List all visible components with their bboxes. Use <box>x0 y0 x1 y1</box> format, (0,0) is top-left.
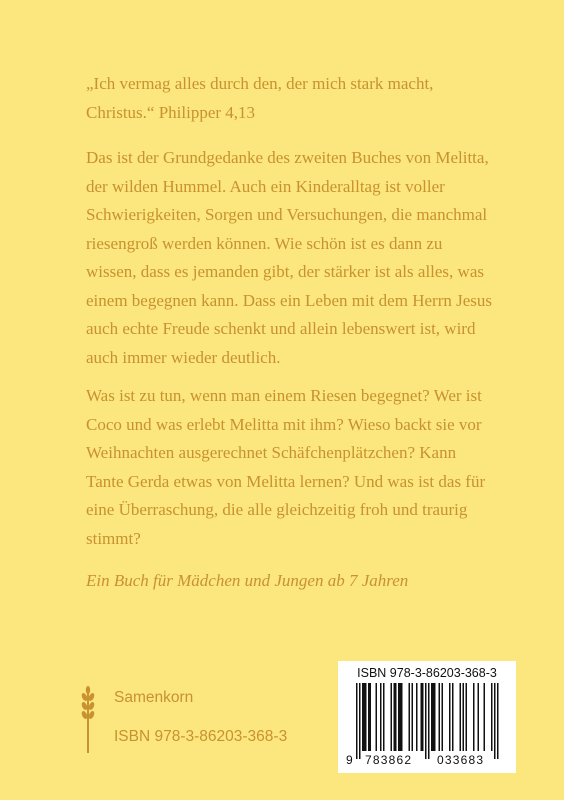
barcode-bar <box>401 683 403 751</box>
barcode-bar <box>460 683 462 751</box>
barcode-bar <box>434 683 436 751</box>
barcode-bar <box>452 683 454 751</box>
barcode-bar <box>439 683 441 751</box>
barcode-isbn-label: ISBN 978-3-86203-368-3 <box>357 666 497 680</box>
barcode-bar <box>409 683 411 751</box>
barcode-bar <box>425 683 427 759</box>
barcode-bar <box>400 683 402 751</box>
barcode-bar <box>398 683 400 751</box>
barcode-digits-right: 033683 <box>437 753 485 767</box>
barcode-bar <box>449 683 451 751</box>
barcode-bar <box>463 683 465 751</box>
description-paragraph-1: Das ist der Grundgedanke des zweiten Buches von Melitta, der wilden Hummel. Auch ein Kinderalltag ist voller Schwierigkeiten, Sorgen und Versuchungen, die manchmal riesengroß werden können. Wie schön ist es dann zu wissen, dass es jemanden gibt, der stärker ist als alles, was einem begegnen kann. Dass ein Leben mit dem Herrn Jesus auch echte Freude schenkt und allein lebenswert ist, wird auch immer wieder deutlich. <box>86 148 492 367</box>
barcode-bar <box>356 683 358 759</box>
barcode-bar <box>370 683 372 751</box>
barcode-bar <box>380 683 382 751</box>
barcode-bar <box>383 683 385 751</box>
barcode-bar <box>359 683 361 759</box>
barcode-bar <box>431 683 433 751</box>
barcode-bar <box>412 683 414 751</box>
barcode-bar <box>376 683 378 751</box>
barcode-digit-first: 9 <box>346 753 354 767</box>
barcode-digits-left: 783862 <box>365 753 413 767</box>
barcode-bar <box>416 683 418 751</box>
barcode-bar <box>394 683 396 751</box>
publisher-isbn: ISBN 978-3-86203-368-3 <box>114 728 288 745</box>
barcode-bar <box>442 683 444 751</box>
barcode-bar <box>478 683 480 751</box>
barcode-bar <box>368 683 370 751</box>
barcode-bar <box>494 683 496 759</box>
barcode-bar <box>395 683 397 751</box>
barcode-bar <box>365 683 367 751</box>
bible-quote: „Ich vermag alles durch den, der mich stark macht, Christus.“ Philipper 4,13 <box>86 74 434 122</box>
publisher-block <box>78 685 318 755</box>
barcode-bar <box>466 683 468 751</box>
wheat-icon <box>78 685 98 753</box>
barcode-bar <box>391 683 393 751</box>
barcode-bar <box>433 683 435 751</box>
barcode-bar <box>484 683 486 751</box>
barcode-bar <box>428 683 430 759</box>
age-tagline: Ein Buch für Mädchen und Jungen ab 7 Jahren <box>86 571 409 590</box>
barcode-bar <box>473 683 475 751</box>
barcode-bar <box>364 683 366 751</box>
barcode-bar <box>497 683 499 759</box>
barcode-bar <box>421 683 423 751</box>
barcode-bar <box>362 683 364 751</box>
publisher-name: Samenkorn <box>114 689 194 706</box>
barcode-bar <box>491 683 493 751</box>
description-paragraph-2: Was ist zu tun, wenn man einem Riesen begegnet? Wer ist Coco und was erlebt Melitta mit ihm? Wieso backt sie vor Weihnachten ausgerechnet Schäfchenplätzchen? Kann Tante Gerda etwas von Melitta lernen? Und was ist das für eine Überraschung, die alle gleichzeitig froh und traurig stimmt? <box>86 386 486 548</box>
barcode <box>338 661 516 773</box>
barcode-bar <box>422 683 424 751</box>
